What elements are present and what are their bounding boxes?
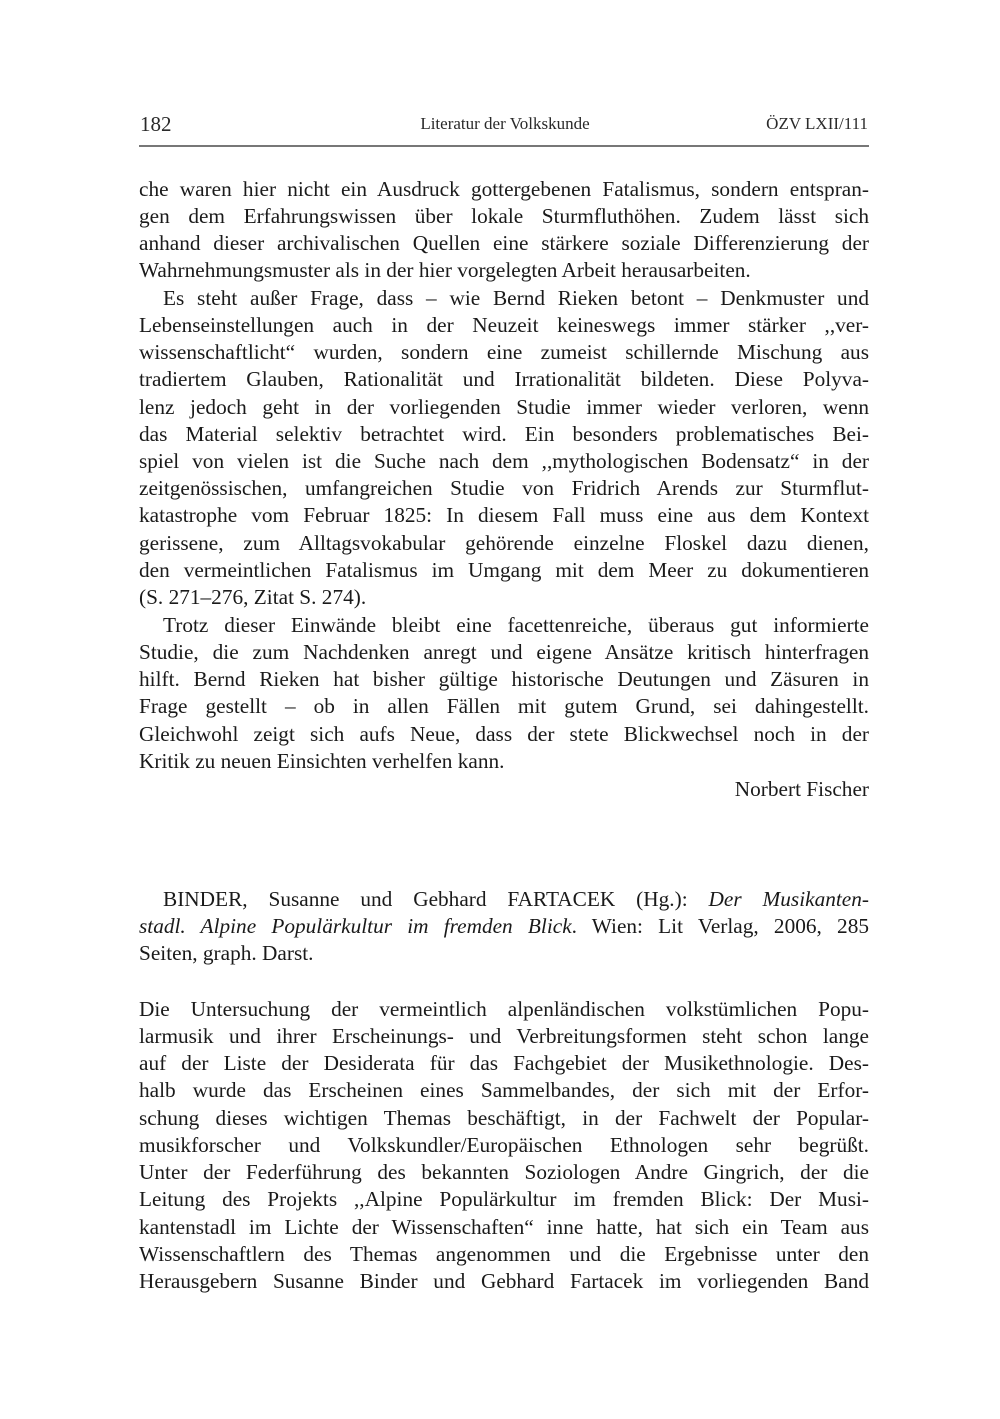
page-number: 182 [140,112,172,136]
text-line: Lebenseinstellungen auch in der Neuzeit keineswegs immer stärker ,,ver- [139,313,869,337]
citation-title-part2: stadl. Alpine Populärkultur im fremden Blick [139,914,572,938]
text-line: Es steht außer Frage, dass – wie Bernd Rieken betont – Denkmuster und [163,286,869,310]
text-line: spiel von vielen ist die Suche nach dem ,,mythologischen Bodensatz“ in der [139,449,869,473]
text-line: lenz jedoch geht in der vorliegenden Studie immer wieder verloren, wenn [139,395,869,419]
text-line: auf der Liste der Desiderata für das Fachgebiet der Musikethnologie. Des- [139,1051,869,1075]
text-line: Kritik zu neuen Einsichten verhelfen kann. [139,749,505,773]
text-line: tradiertem Glauben, Rationalität und Irrationalität bildeten. Diese Polyva- [139,367,869,391]
text-line: gen dem Erfahrungswissen über lokale Sturmfluthöhen. Zudem lässt sich [139,204,869,228]
text-line: katastrophe vom Februar 1825: In diesem Fall muss eine aus dem Kontext [139,503,869,527]
running-title: Literatur der Volkskunde [420,114,590,133]
text-line: gerissene, zum Alltagsvokabular gehörende einzelne Floskel dazu dienen, [139,531,869,555]
text-line: kantenstadl im Lichte der Wissenschaften“ inne hatte, hat sich ein Team aus [139,1215,869,1239]
text-line: wissenschaftlicht“ wurden, sondern eine zumeist schillernde Mischung aus [139,340,869,364]
text-line: larmusik und ihrer Erscheinungs- und Verbreitungsformen steht schon lange [139,1024,869,1048]
text-line: Wissenschaftlern des Themas angenommen und die Ergebnisse unter den [139,1242,869,1266]
text-line: musikforscher und Volkskundler/Europäischen Ethnologen sehr begrüßt. [139,1133,869,1157]
text-line: halb wurde das Erscheinen eines Sammelbandes, der sich mit der Erfor- [139,1078,869,1102]
text-line: den vermeintlichen Fatalismus im Umgang mit dem Meer zu dokumentieren [139,558,869,582]
citation-line-1 [163,886,869,912]
text-line: hilft. Bernd Rieken hat bisher gültige historische Deutungen und Zäsuren in [139,667,869,691]
citation-line-3: Seiten, graph. Darst. [139,941,314,965]
text-line: anhand dieser archivalischen Quellen eine stärkere soziale Differenzierung der [139,231,869,255]
citation-authors: BINDER, Susanne und Gebhard FARTACEK (Hg.): [163,887,688,911]
text-line: zeitgenössischen, umfangreichen Studie von Fridrich Arends zur Sturmflut- [139,476,869,500]
text-line: Frage gestellt – ob in allen Fällen mit gutem Grund, sei dahingestellt. [139,694,869,718]
text-line: (S. 271–276, Zitat S. 274). [139,585,367,609]
text-line: Die Untersuchung der vermeintlich alpenländischen volkstümlichen Popu- [139,997,869,1021]
text-line: Studie, die zum Nachdenken anregt und eigene Ansätze kritisch hinterfragen [139,640,869,664]
text-line: che waren hier nicht ein Ausdruck gottergebenen Fatalismus, sondern entspran- [139,177,869,201]
text-line: Unter der Federführung des bekannten Soziologen Andre Gingrich, der die [139,1160,869,1184]
citation-line-2 [139,913,869,939]
header-rule [139,145,869,147]
journal-reference: ÖZV LXII/111 [766,114,868,133]
citation-publisher: . Wien: Lit Verlag, 2006, 285 [571,914,869,938]
review-author: Norbert Fischer [734,777,869,801]
text-line: Herausgebern Susanne Binder und Gebhard Fartacek im vorliegenden Band [139,1269,869,1293]
text-line: schung dieses wichtigen Themas beschäftigt, in der Fachwelt der Popular- [139,1106,869,1130]
text-line: Gleichwohl zeigt sich aufs Neue, dass der stete Blickwechsel noch in der [139,722,869,746]
text-line: Wahrnehmungsmuster als in der hier vorgelegten Arbeit herausarbeiten. [139,258,751,282]
text-line: Trotz dieser Einwände bleibt eine facettenreiche, überaus gut informierte [163,613,869,637]
text-line: das Material selektiv betrachtet wird. Ein besonders problematisches Bei- [139,422,869,446]
text-line: Leitung des Projekts ,,Alpine Populärkultur im fremden Blick: Der Musi- [139,1187,869,1211]
citation-title-part1: Der Musikanten- [708,887,869,911]
